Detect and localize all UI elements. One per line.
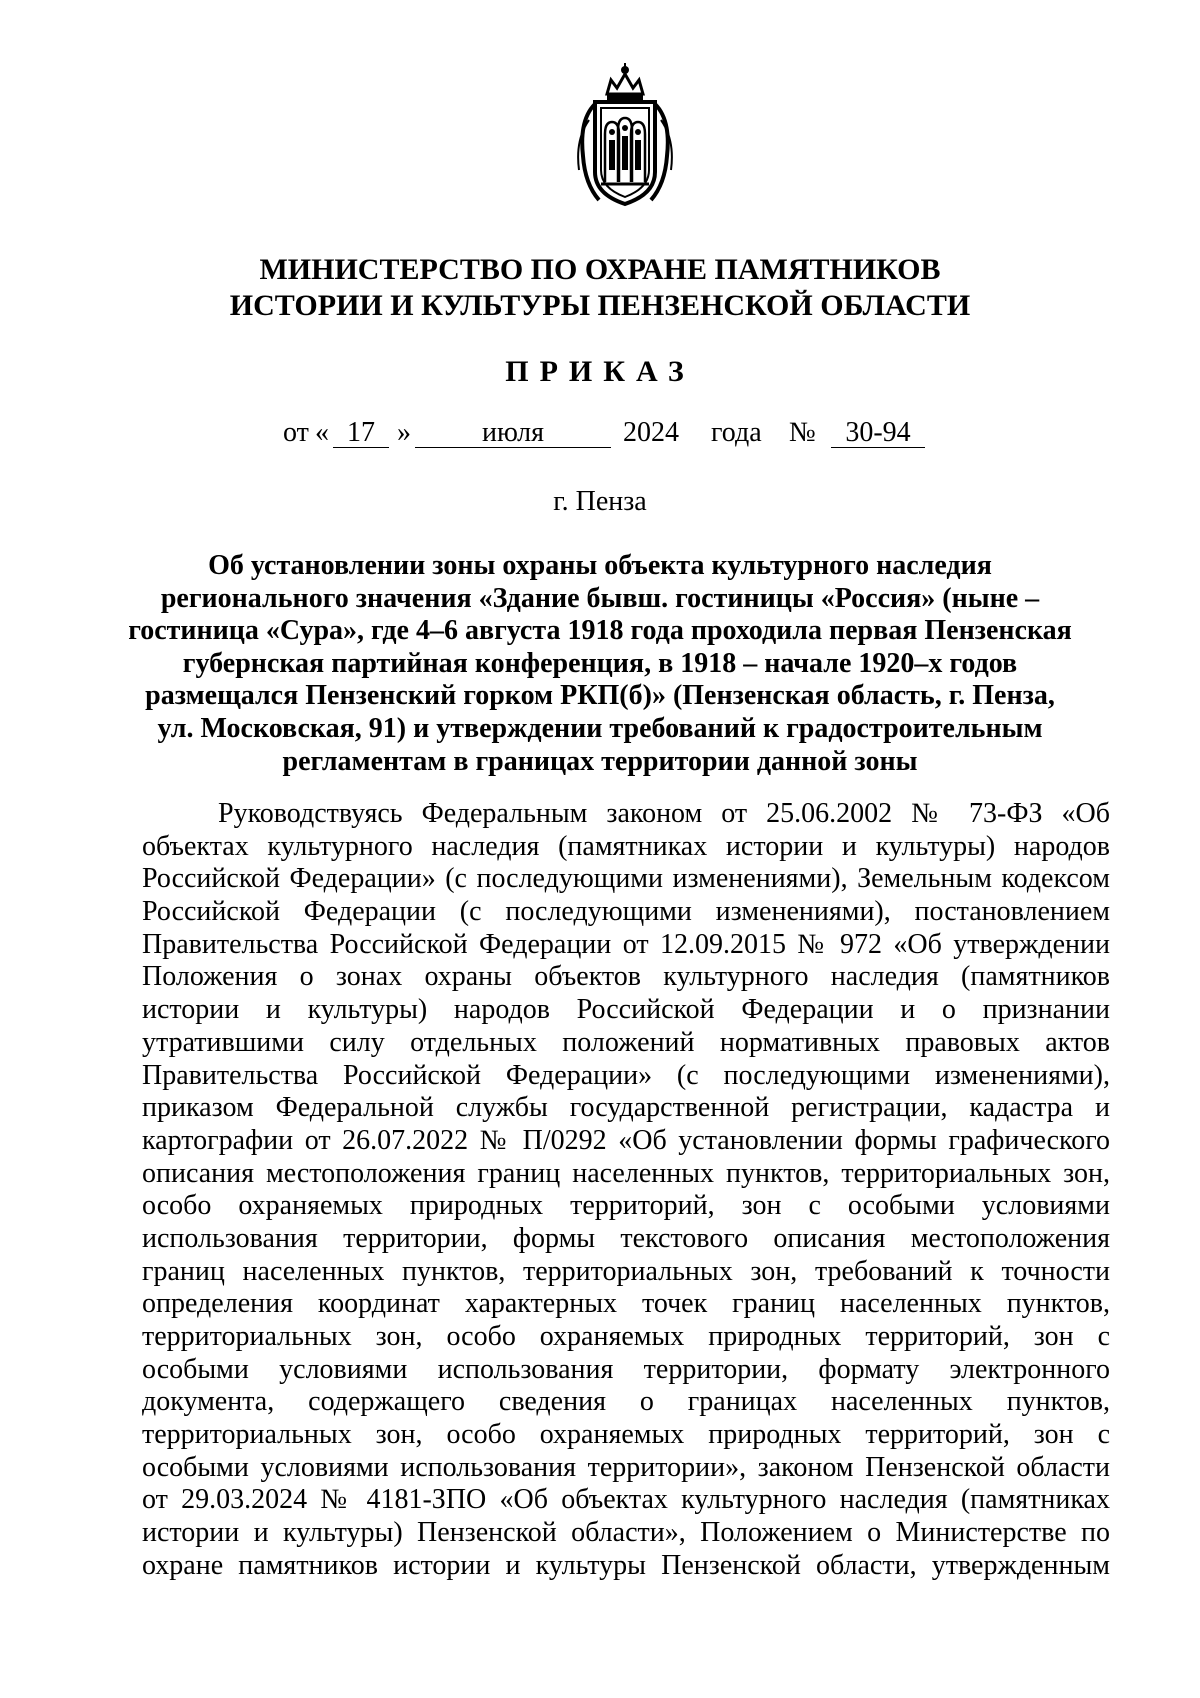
body-line: определения координат характерных точек границ населенных пунктов,: [142, 1288, 1110, 1320]
body-line: особыми условиями использования территории», законом Пензенской области: [142, 1451, 1110, 1483]
title-line: Об установлении зоны охраны объекта культурного наследия: [208, 550, 992, 581]
body-line: Российской Федерации (с последующими изменениями), постановлением: [142, 896, 1110, 928]
body-paragraph: [142, 798, 1110, 1583]
body-line: приказом Федеральной службы государственной регистрации, кадастра и: [142, 1092, 1110, 1124]
date-close-quote: »: [397, 417, 411, 448]
body-line: объектах культурного наследия (памятниках истории и культуры) народов: [142, 830, 1110, 862]
document-type: ПРИКАЗ: [505, 355, 695, 388]
body-line: Российской Федерации» (с последующими изменениями), Земельным кодексом: [142, 863, 1110, 895]
title-line: регионального значения «Здание бывш. гостиницы «Россия» (ныне –: [160, 582, 1040, 614]
body-line: Правительства Российской Федерации от 12.09.2015 № 972 «Об утверждении: [142, 928, 1110, 960]
title-line: гостиница «Сура», где 4–6 августа 1918 года проходила первая Пензенская: [128, 615, 1072, 647]
body-line: использования территории, формы текстового описания местоположения: [142, 1222, 1110, 1254]
body-line: от 29.03.2024 № 4181-ЗПО «Об объектах культурного наследия (памятниках: [142, 1484, 1110, 1516]
body-line: особыми условиями использования территории, формату электронного: [142, 1353, 1110, 1385]
date-open-quote: «: [315, 417, 329, 448]
body-line: Положения о зонах охраны объектов культурного наследия (памятников: [142, 961, 1110, 993]
order-number: 30-94: [831, 415, 925, 448]
date-from-label: от: [283, 417, 309, 448]
body-line: особо охраняемых природных территорий, зон с особыми условиями: [142, 1190, 1110, 1222]
body-line: границ населенных пунктов, территориальных зон, требований к точности: [142, 1255, 1110, 1287]
body-line: охране памятников истории и культуры Пензенской области, утвержденным: [142, 1549, 1110, 1581]
date-day: 17: [333, 415, 389, 448]
ministry-name: [0, 252, 1200, 324]
order-dateline: [283, 415, 1003, 451]
body-line: картографии от 26.07.2022 № П/0292 «Об установлении формы графического: [142, 1124, 1110, 1156]
document-title: [100, 550, 1100, 778]
body-line: истории и культуры) Пензенской области», Положением о Министерстве по: [142, 1517, 1110, 1549]
body-line: истории и культуры) народов Российской Федерации и о признании: [142, 994, 1110, 1026]
title-line: ул. Московская, 91) и утверждении требований к градостроительным: [157, 712, 1043, 744]
date-month: июля: [415, 415, 611, 448]
body-line: документа, содержащего сведения о границах населенных пунктов,: [142, 1386, 1110, 1418]
body-line: Правительства Российской Федерации» (с последующими изменениями),: [142, 1059, 1110, 1091]
title-line: губернская партийная конференция, в 1918 – начале 1920–х годов: [182, 647, 1018, 679]
body-line: описания местоположения границ населенных пунктов, территориальных зон,: [142, 1157, 1110, 1189]
body-line: территориальных зон, особо охраняемых природных территорий, зон с: [142, 1419, 1110, 1451]
ministry-name-line-2: ИСТОРИИ И КУЛЬТУРЫ ПЕНЗЕНСКОЙ ОБЛАСТИ: [229, 289, 971, 322]
body-line: утратившими силу отдельных положений нормативных правовых актов: [142, 1026, 1110, 1058]
title-line: регламентам в границах территории данной зоны: [282, 745, 918, 777]
title-line: размещался Пензенский горком РКП(б)» (Пензенская область, г. Пенза,: [145, 680, 1055, 712]
body-line: Руководствуясь Федеральным законом от 25.06.2002 № 73-ФЗ «Об: [218, 798, 1110, 829]
ministry-name-line-1: МИНИСТЕРСТВО ПО ОХРАНЕ ПАМЯТНИКОВ: [259, 253, 941, 286]
date-year: 2024: [623, 417, 679, 448]
body-line: территориальных зон, особо охраняемых природных территорий, зон с: [142, 1321, 1110, 1352]
coat-of-arms-icon: [565, 60, 685, 210]
order-number-sign: №: [789, 417, 816, 448]
city: г. Пенза: [553, 486, 647, 517]
date-year-word: года: [711, 417, 762, 448]
